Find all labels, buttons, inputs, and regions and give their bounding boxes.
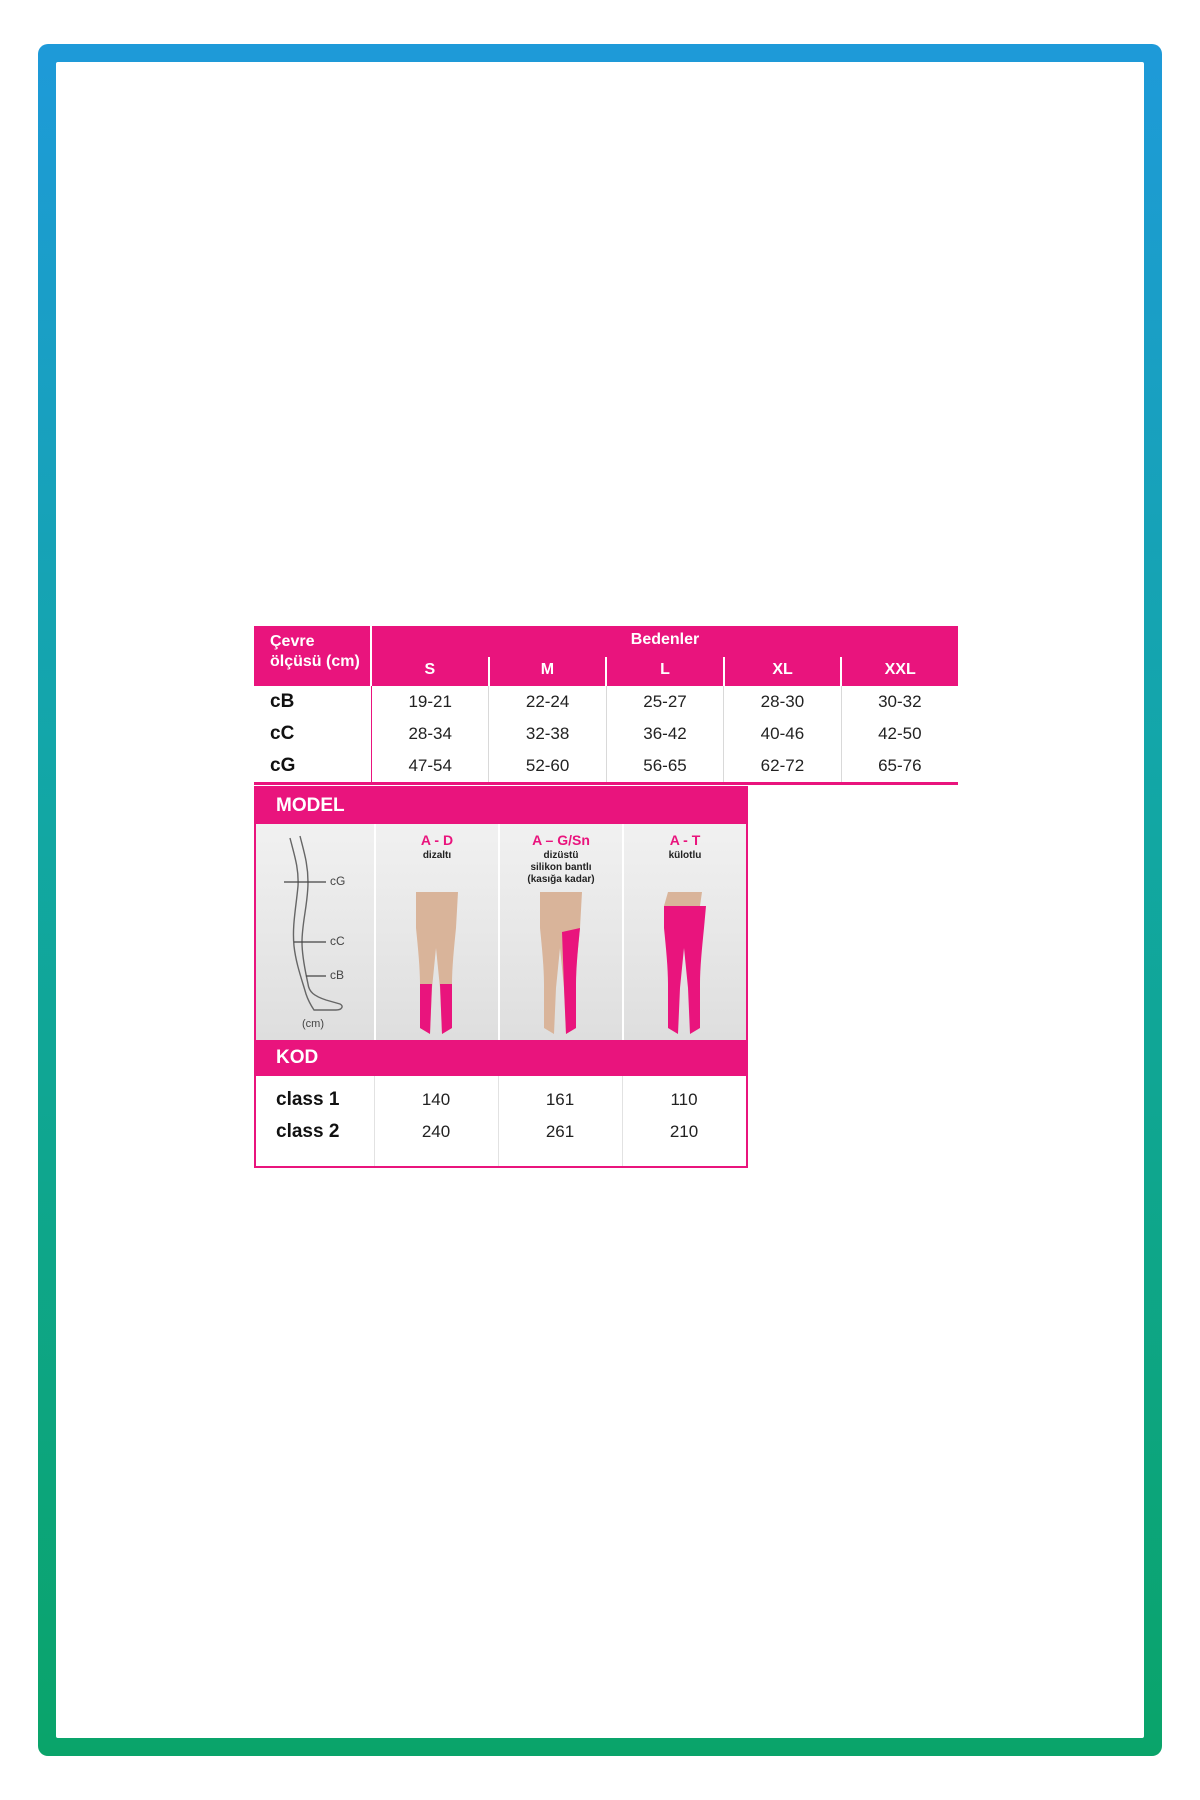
model-desc: külotlu — [668, 850, 702, 861]
leg-outline-icon — [256, 824, 374, 1040]
table-cell: 28-30 — [724, 686, 841, 718]
model-code: A – G/Sn — [532, 832, 590, 848]
table-cell: 22-24 — [489, 686, 606, 718]
row-label: class 2 — [276, 1121, 340, 1142]
model-header: MODEL — [256, 788, 746, 824]
row-label: cB — [254, 686, 372, 718]
circumference-header-line1: Çevre — [270, 633, 315, 650]
table-cell: 47-54 — [372, 750, 489, 782]
table-cell: 32-38 — [489, 718, 606, 750]
table-row — [254, 686, 958, 718]
model-desc: dizaltı — [422, 850, 452, 861]
leg-diagram — [256, 824, 376, 1040]
size-m: M — [490, 657, 608, 686]
diagram-label-cc: cC — [330, 934, 345, 948]
circumference-header-line2: ölçüsü (cm) — [270, 653, 360, 670]
kod-table — [256, 1076, 746, 1148]
sizes-header — [372, 626, 958, 686]
model-a-g-sn — [500, 824, 624, 1040]
model-code: A - D — [420, 832, 454, 848]
table-row — [254, 718, 958, 750]
size-table-header — [254, 626, 958, 686]
table-cell: 261 — [545, 1122, 575, 1141]
size-s: S — [372, 657, 490, 686]
model-code: A - T — [669, 832, 701, 848]
row-label: cG — [254, 750, 372, 782]
table-cell: 161 — [545, 1090, 575, 1109]
model-images — [256, 824, 746, 1040]
table-cell: 110 — [670, 1090, 698, 1109]
size-columns — [372, 657, 958, 686]
diagram-label-cb: cB — [330, 968, 345, 982]
below-knee-stocking-icon — [402, 888, 472, 1038]
model-a-t — [624, 824, 746, 1040]
model-panel — [254, 786, 748, 1168]
table-cell: 240 — [421, 1122, 451, 1141]
table-cell: 62-72 — [724, 750, 841, 782]
size-xl: XL — [725, 657, 843, 686]
kod-header: KOD — [256, 1040, 746, 1076]
table-cell: 19-21 — [372, 686, 489, 718]
diagram-label-cg: cG — [330, 874, 346, 888]
table-row — [256, 1084, 746, 1116]
table-cell: 40-46 — [724, 718, 841, 750]
model-desc-line2: silikon bantlı — [530, 862, 592, 873]
table-cell: 42-50 — [878, 724, 922, 743]
thigh-stocking-icon — [526, 888, 596, 1038]
size-l: L — [607, 657, 725, 686]
table-cell: 140 — [421, 1090, 451, 1109]
table-row — [254, 750, 958, 782]
circumference-header — [254, 626, 372, 686]
model-a-d — [376, 824, 500, 1040]
table-cell: 56-65 — [607, 750, 724, 782]
table-row — [256, 1116, 746, 1148]
table-cell: 65-76 — [878, 756, 922, 775]
model-desc-line3: (kasığa kadar) — [527, 874, 595, 885]
size-xxl: XXL — [884, 661, 916, 678]
table-cell: 52-60 — [489, 750, 606, 782]
row-label: cC — [254, 718, 372, 750]
size-table — [254, 626, 958, 785]
table-cell: 210 — [669, 1122, 699, 1141]
pantyhose-icon — [650, 888, 720, 1038]
table-cell: 30-32 — [878, 692, 922, 711]
sizes-group-label: Bedenler — [630, 631, 700, 648]
table-cell: 28-34 — [372, 718, 489, 750]
diagram-unit: (cm) — [302, 1018, 324, 1030]
table-cell: 36-42 — [607, 718, 724, 750]
row-label: class 1 — [276, 1089, 340, 1110]
table-cell: 25-27 — [607, 686, 724, 718]
model-desc-line1: dizüstü — [543, 850, 579, 861]
